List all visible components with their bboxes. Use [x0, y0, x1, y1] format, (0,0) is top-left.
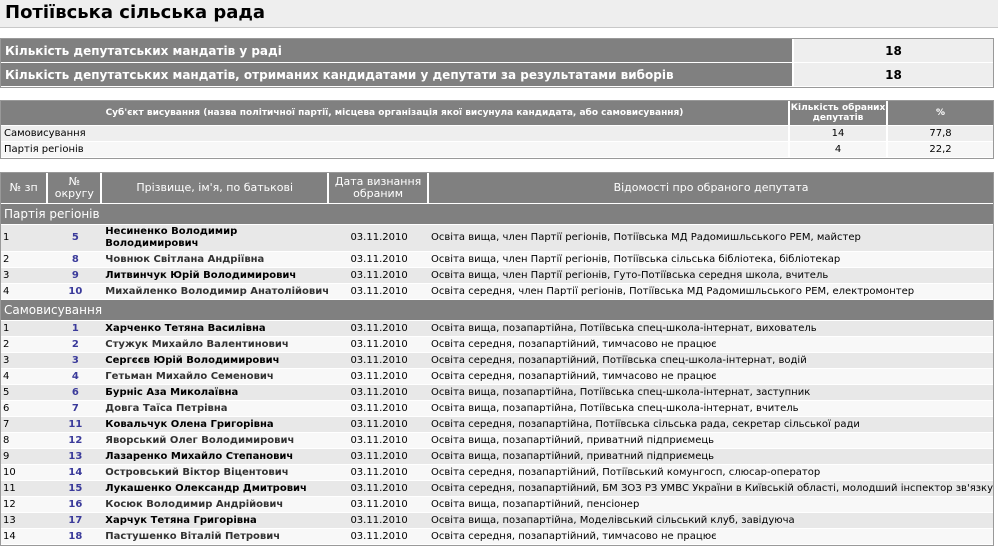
mandates-table [0, 38, 994, 88]
mandates-row [1, 63, 993, 87]
deputy-district: 13 [48, 449, 102, 465]
info-header: Відомості про обраного депутата [429, 173, 993, 204]
subject-count: 4 [790, 142, 888, 158]
deputy-name: Лукашенко Олександр Дмитрович [102, 481, 329, 497]
deputy-info: Освіта середня, позапартійна, Потіївська сільська рада, секретар сільської ради [429, 417, 993, 433]
deputy-info: Освіта вища, член Партії регіонів, Гуто-Потіївська середня школа, вчитель [429, 268, 993, 284]
page-title: Потіївська сільська рада [5, 2, 266, 23]
subject-name: Партія регіонів [1, 142, 790, 158]
deputy-row [1, 465, 993, 481]
num-header: № зп [1, 173, 48, 204]
deputy-num: 3 [1, 268, 48, 284]
deputy-name: Яворський Олег Володимирович [102, 433, 329, 449]
deputy-date: 03.11.2010 [329, 465, 429, 481]
deputy-date: 03.11.2010 [329, 369, 429, 385]
mandates-label: Кількість депутатських мандатів, отриманих кандидатами у депутати за результатами виборів [1, 63, 792, 87]
subjects-table [0, 100, 994, 159]
deputy-info: Освіта вища, позапартійний, приватний підприємець [429, 449, 993, 465]
deputy-info: Освіта середня, позапартійний, тимчасово не працює [429, 337, 993, 353]
deputy-date: 03.11.2010 [329, 401, 429, 417]
deputy-name: Ковальчук Олена Григорівна [102, 417, 329, 433]
deputy-date: 03.11.2010 [329, 353, 429, 369]
deputy-date: 03.11.2010 [329, 337, 429, 353]
deputy-info: Освіта середня, позапартійний, БМ ЗОЗ РЗ УМВС України в Київській області, молодший інспектор зв'язку [429, 481, 993, 497]
deputy-district: 7 [48, 401, 102, 417]
deputy-district: 4 [48, 369, 102, 385]
deputy-name: Харченко Тетяна Василівна [102, 321, 329, 337]
deputy-name: Косюк Володимир Андрійович [102, 497, 329, 513]
group-row [1, 300, 993, 321]
deputy-num: 7 [1, 417, 48, 433]
deputy-row [1, 401, 993, 417]
name-header: Прізвище, ім'я, по батькові [102, 173, 329, 204]
deputy-date: 03.11.2010 [329, 284, 429, 300]
deputy-num: 3 [1, 353, 48, 369]
deputy-num: 9 [1, 449, 48, 465]
page-header [0, 0, 998, 28]
subject-count: 14 [790, 126, 888, 142]
deputy-district: 1 [48, 321, 102, 337]
deputy-district: 15 [48, 481, 102, 497]
deputy-district: 8 [48, 252, 102, 268]
mandates-row [1, 39, 993, 63]
group-row [1, 204, 993, 225]
deputy-info: Освіта вища, член Партії регіонів, Потіївська сільська бібліотека, бібліотекар [429, 252, 993, 268]
deputy-row [1, 497, 993, 513]
deputy-name: Харчук Тетяна Григорівна [102, 513, 329, 529]
group-name: Самовисування [1, 300, 993, 321]
date-header: Дата визнання обраним [329, 173, 429, 204]
deputy-name: Михайленко Володимир Анатолійович [102, 284, 329, 300]
deputy-name: Сергєєв Юрій Володимирович [102, 353, 329, 369]
deputy-district: 2 [48, 337, 102, 353]
deputy-district: 17 [48, 513, 102, 529]
deputy-row [1, 353, 993, 369]
deputy-num: 14 [1, 529, 48, 545]
deputy-num: 12 [1, 497, 48, 513]
deputy-num: 13 [1, 513, 48, 529]
deputy-date: 03.11.2010 [329, 252, 429, 268]
deputy-row [1, 268, 993, 284]
deputy-name: Несиненко Володимир Володимирович [102, 225, 329, 252]
deputy-num: 5 [1, 385, 48, 401]
deputy-num: 11 [1, 481, 48, 497]
deputy-date: 03.11.2010 [329, 433, 429, 449]
deputy-info: Освіта вища, позапартійний, пенсіонер [429, 497, 993, 513]
subject-name: Самовисування [1, 126, 790, 142]
deputy-info: Освіта середня, позапартійний, тимчасово не працює [429, 369, 993, 385]
mandates-value: 18 [792, 39, 993, 63]
deputy-row [1, 529, 993, 545]
deputy-row [1, 284, 993, 300]
deputy-district: 3 [48, 353, 102, 369]
deputy-row [1, 433, 993, 449]
deputy-name: Бурніс Аза Миколаївна [102, 385, 329, 401]
deputies-table [0, 172, 994, 546]
deputy-row [1, 417, 993, 433]
deputy-name: Човнюк Світлана Андріївна [102, 252, 329, 268]
deputy-district: 11 [48, 417, 102, 433]
deputy-name: Стужук Михайло Валентинович [102, 337, 329, 353]
count-header: Кількість обраних депутатів [790, 101, 888, 126]
deputy-date: 03.11.2010 [329, 417, 429, 433]
deputy-info: Освіта вища, позапартійна, Моделівський сільський клуб, завідуюча [429, 513, 993, 529]
deputy-info: Освіта середня, позапартійний, Потіївський комунгосп, слюсар-оператор [429, 465, 993, 481]
mandates-value: 18 [792, 63, 993, 87]
deputy-date: 03.11.2010 [329, 481, 429, 497]
deputy-num: 8 [1, 433, 48, 449]
deputy-date: 03.11.2010 [329, 321, 429, 337]
deputy-date: 03.11.2010 [329, 449, 429, 465]
deputy-date: 03.11.2010 [329, 513, 429, 529]
deputy-name: Довга Таїса Петрівна [102, 401, 329, 417]
deputy-row [1, 225, 993, 252]
deputy-district: 6 [48, 385, 102, 401]
deputy-info: Освіта вища, позапартійний, приватний підприємець [429, 433, 993, 449]
deputy-num: 4 [1, 369, 48, 385]
deputy-name: Гетьман Михайло Семенович [102, 369, 329, 385]
deputies-header-row [1, 173, 993, 204]
deputy-num: 2 [1, 337, 48, 353]
deputy-row [1, 481, 993, 497]
deputies-body [1, 204, 993, 545]
subject-header: Суб'єкт висування (назва політичної партії, місцева організація якої висунула кандидата, або самовисування) [1, 101, 790, 126]
deputy-info: Освіта вища, позапартійна, Потіївська спец-школа-інтернат, вихователь [429, 321, 993, 337]
deputy-district: 9 [48, 268, 102, 284]
subject-row [1, 126, 993, 142]
deputy-row [1, 449, 993, 465]
deputy-date: 03.11.2010 [329, 497, 429, 513]
deputy-info: Освіта вища, позапартійна, Потіївська спец-школа-інтернат, вчитель [429, 401, 993, 417]
deputy-info: Освіта вища, член Партії регіонів, Потіївська МД Радомишльського РЕМ, майстер [429, 225, 993, 252]
deputy-num: 1 [1, 225, 48, 252]
deputy-row [1, 385, 993, 401]
district-header: № округу [48, 173, 102, 204]
mandates-label: Кількість депутатських мандатів у раді [1, 39, 792, 63]
deputy-num: 1 [1, 321, 48, 337]
deputy-date: 03.11.2010 [329, 268, 429, 284]
deputy-row [1, 252, 993, 268]
percent-header: % [888, 101, 993, 126]
deputy-district: 12 [48, 433, 102, 449]
deputy-info: Освіта середня, член Партії регіонів, Потіївська МД Радомишльського РЕМ, електромонтер [429, 284, 993, 300]
deputy-info: Освіта середня, позапартійний, тимчасово не працює [429, 529, 993, 545]
deputy-name: Пастушенко Віталій Петрович [102, 529, 329, 545]
deputy-row [1, 513, 993, 529]
deputy-row [1, 337, 993, 353]
deputy-num: 6 [1, 401, 48, 417]
deputy-num: 4 [1, 284, 48, 300]
deputy-district: 10 [48, 284, 102, 300]
deputy-name: Лазаренко Михайло Степанович [102, 449, 329, 465]
group-name: Партія регіонів [1, 204, 993, 225]
subject-percent: 22,2 [888, 142, 993, 158]
subject-row [1, 142, 993, 158]
deputy-info: Освіта вища, позапартійна, Потіївська спец-школа-інтернат, заступник [429, 385, 993, 401]
deputy-date: 03.11.2010 [329, 385, 429, 401]
deputy-district: 18 [48, 529, 102, 545]
deputy-num: 10 [1, 465, 48, 481]
deputy-info: Освіта середня, позапартійний, Потіївська спец-школа-інтернат, водій [429, 353, 993, 369]
deputy-row [1, 321, 993, 337]
deputy-row [1, 369, 993, 385]
subjects-header-row [1, 101, 993, 126]
deputy-name: Литвинчук Юрій Володимирович [102, 268, 329, 284]
deputy-district: 5 [48, 225, 102, 252]
deputy-district: 14 [48, 465, 102, 481]
subject-percent: 77,8 [888, 126, 993, 142]
deputy-date: 03.11.2010 [329, 225, 429, 252]
deputy-district: 16 [48, 497, 102, 513]
deputy-name: Островський Віктор Віцентович [102, 465, 329, 481]
deputy-num: 2 [1, 252, 48, 268]
deputy-date: 03.11.2010 [329, 529, 429, 545]
